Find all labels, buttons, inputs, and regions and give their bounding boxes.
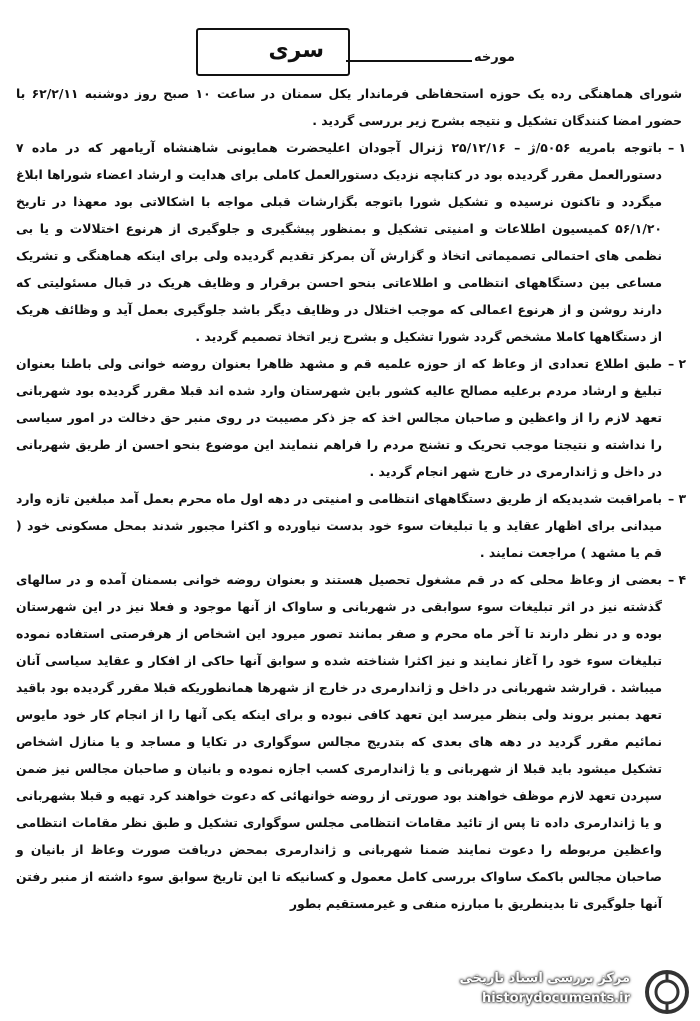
item-text: بامراقبت شدیدیکه از طریق دستگاههای انتظامی و امنیتی در دهه اول ماه محرم بعمل آمد مبلغین تازه وارد میدانی برای اظهار عقاید و یا تبلیغات سوء خود بدست نیاورده و اکثرا مجبور شدند بمحل مسکونی خود ( قم یا مشهد ) مراجعت نمایند . — [16, 491, 662, 560]
archive-logo-icon — [642, 969, 692, 1015]
item-text: بعضی از وعاظ محلی که در قم مشغول تحصیل هستند و بعنوان روضه خوانی بسمنان آمده و در سالهای گذشته نیز در اثر تبلیغات سوء سوابقی در شهربانی و ساواک از آنها موجود و فعلا نیز در این شهرستان بوده و در نظر دارند تا آخر ماه محرم و صفر بمانند تصور میرود این اشخاص از هرفرصتی استفاده نموده تبلیغات سوء خود را آغاز نمایند و نیز اکثرا شناخته شده و سوابق آنها حاکی از افکار و عقاید سیاسی آنان میباشد . قرارشد شهربانی در داخل و ژاندارمری در خارج از شهرها همانطوریکه قبلا مقرر گردیده بود باقید تعهد بمنبر بروند ولی بنظر میرسد این تعهد کافی نبوده و برای اینکه یکی آنها را از انجام کار خود مایوس نمائیم مقرر گردید در دهه های بعدی که بتدریج مجالس سوگواری در تکایا و مساجد و یا منازل اشخاص تشکیل میشود باید قبلا از شهربانی و یا ژاندارمری کسب اجازه نموده و بانیان و صاحبان مجالس نیز ضمن سپردن تعهد لازم موظف خواهند بود صورتی از روضه خوانهائی که دعوت خواهند کرد تهیه و قبلا بشهربانی و یا ژاندارمری داده تا پس از تائید مقامات انتظامی مجلس سوگواری تشکیل و طبق نظر مقامات انتظامی واعظین مربوطه را دعوت نمایند ضمنا شهربانی و ژاندارمری بمحض دریافت صورت وعاظ از بانیان و صاحبان مجالس باکمک ساواک بررسی کامل معمول و کسانیکه تا این تاریخ سوابق سوء داشته از منبر رفتن آنها جلوگیری تا بدینطریق با مبارزه منفی و غیرمستقیم بطور — [16, 572, 662, 911]
item-number: ۱ – — [667, 140, 687, 155]
watermark-site-name: مرکز بررسی اسناد تاریخی — [459, 971, 630, 986]
classification-stamp — [196, 28, 350, 76]
intro-paragraph: شورای هماهنگی رده یک حوزه استحفاظی فرماندار یکل سمنان در ساعت ۱۰ صبح روز دوشنبه ۶۲/۲/۱۱ با حضور امضا کنندگان تشکیل و نتیجه بشرح زیر بررسی گردید . — [16, 86, 683, 128]
list-item — [16, 134, 688, 350]
watermark — [354, 969, 694, 1019]
list-item — [16, 485, 688, 566]
item-number: ۳ – — [667, 491, 687, 506]
list-item — [16, 566, 688, 917]
document-header — [0, 14, 700, 84]
classification-label: سری — [268, 38, 324, 63]
date-underline — [346, 60, 472, 62]
item-number: ۴ – — [667, 572, 687, 587]
list-item — [16, 350, 688, 485]
item-text: باتوجه بامریه ۵۰۵۶/ژ – ۲۵/۱۲/۱۶ ژنرال آجودان اعلیحضرت همایونی شاهنشاه آریامهر که در ماده ۷ دستورالعمل مقرر گردیده بود در کتابچه نزدیک دستورالعمل کاملی برای هدایت و ارشاد اعضاء شوراها ابلاغ میگردد و تاکنون نرسیده و تشکیل شورا باتوجه بگزارشات قبلی مواجه با اشکالاتی بود معهذا در تاریخ ۵۶/۱/۲۰ کمیسیون اطلاعات و امنیتی تشکیل و بمنظور پیشگیری و جلوگیری از هرنوع اختلالات و یا بی نظمی های احتمالی تصمیماتی اتخاذ و گزارش آن بمرکز تقدیم گردیده ولی برای اینکه هماهنگی و تشریک مساعی بین دستگاههای انتظامی و اطلاعاتی بنحو احسن برقرار و وظایف هریک در قبال مسئولیتی که دارند روشن و از هرنوع اعمالی که موجب اختلال در وظایف دیگر باشد جلوگیری بعمل آید و وظائف هریک از دستگاهها کاملا مشخص گردد شورا تشکیل و بشرح زیر اتخاذ تصمیم گردید . — [16, 140, 662, 344]
document-body — [16, 80, 688, 917]
item-number: ۲ – — [667, 356, 687, 371]
item-text: طبق اطلاع تعدادی از وعاظ که از حوزه علمیه قم و مشهد ظاهرا بعنوان روضه خوانی ولی باطنا بعنوان تبلیغ و ارشاد مردم برعلیه مصالح عالیه کشور باین شهرستان وارد شده اند قبلا مقرر گردیده بود شهربانی تعهد لازم را از واعظین و صاحبان مجالس اخذ که جز ذکر مصیبت در روی منبر حق دخالت در امور سیاسی را نداشته و نتیجتا موجب تحریک و تشنج مردم را فراهم ننمایند این موضوع بنحو احسن از طریق شهربانی در داخل و ژاندارمری در خارج شهر انجام گردید . — [16, 356, 662, 479]
date-label: مورخه — [474, 50, 515, 65]
watermark-url: historydocuments.ir — [481, 991, 630, 1006]
